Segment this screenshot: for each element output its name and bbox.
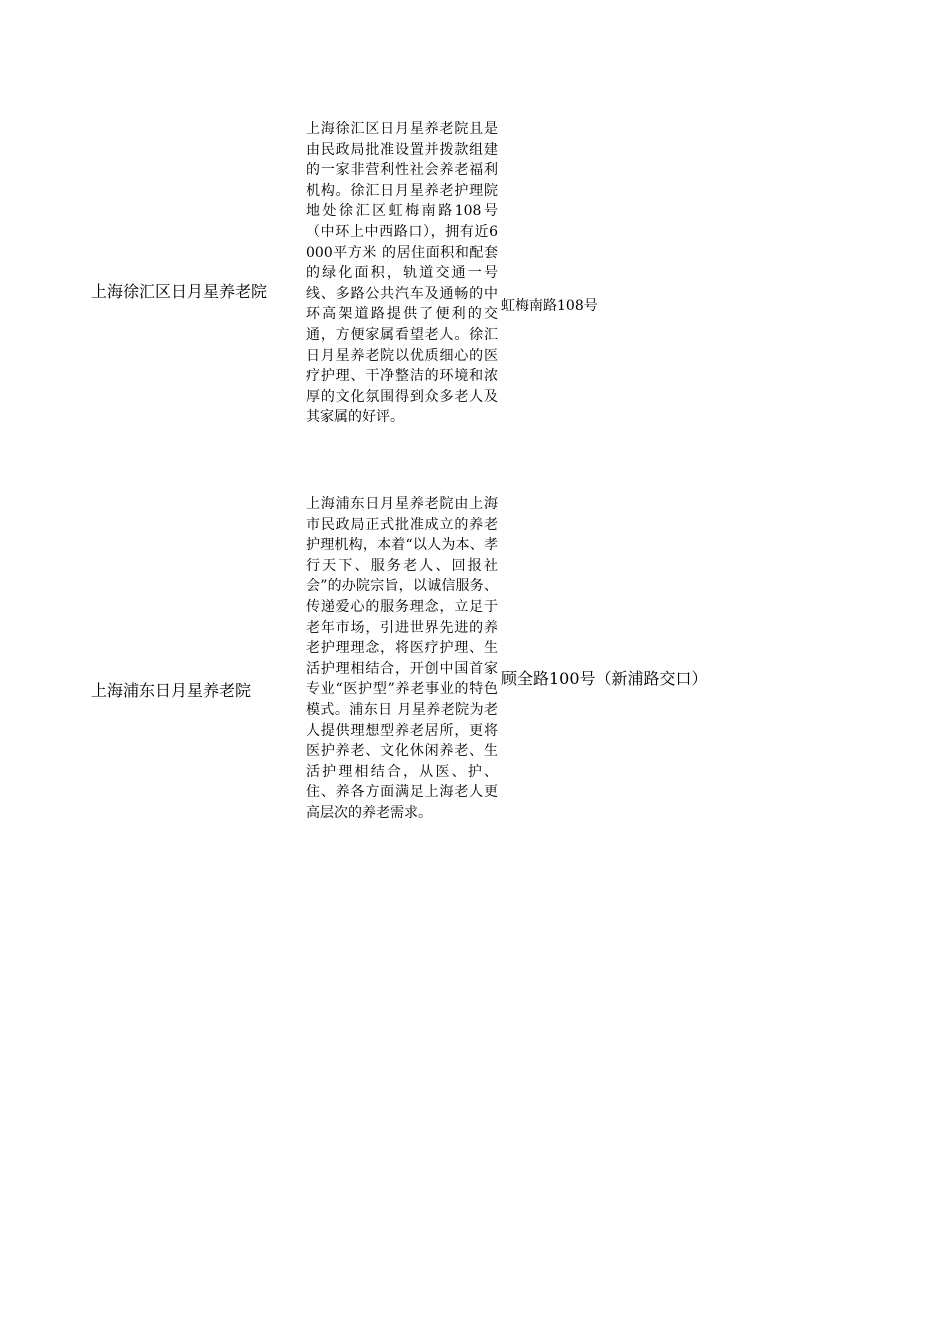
- facility-description: 上海徐汇区日月星养老院且是 由民政局批准设置并拨款组建的一家非营利性社会养老福利机构。徐汇日月星养老护理院地处徐汇区虹梅南路108号（中环上中西路口），拥有近6000平方米 的居住面积和配套的绿化面积，轨道交通一号线、多路公共汽车及通畅的中环高架道路提供了便利的交通，方便家属看望老人。徐汇日月星养老院以优质细心的医疗护理、干净整洁的环境和浓厚的文化氛围得到众多老人及其家属的好评。: [306, 121, 503, 426]
- facility-name: 上海浦东日月星养老院: [91, 681, 252, 700]
- table-row: [0, 494, 950, 888]
- facility-address: 顾全路100号（新浦路交口）: [501, 669, 708, 688]
- facility-address: 虹梅南路108号: [501, 298, 598, 314]
- table-row: [0, 119, 950, 493]
- facility-description: 上海浦东日月星养老院由上海市民政局正式批准成立的养老护理机构，本着“以人为本、孝行天下、服务老人、回报社会”的办院宗旨，以诚信服务、传递爱心的服务理念，立足于老年市场，引进世界先进的养老护理理念，将医疗护理、生活护理相结合，开创中国首家专业“医护型”养老事业的特色模式。浦东日 月星养老院为老人提供理想型养老居所，更将医护养老、文化休闲养老、生活护理相结合，从医、护、住、养各方面满足上海老人更高层次的养老需求。: [306, 496, 498, 821]
- facility-name: 上海徐汇区日月星养老院: [91, 282, 268, 301]
